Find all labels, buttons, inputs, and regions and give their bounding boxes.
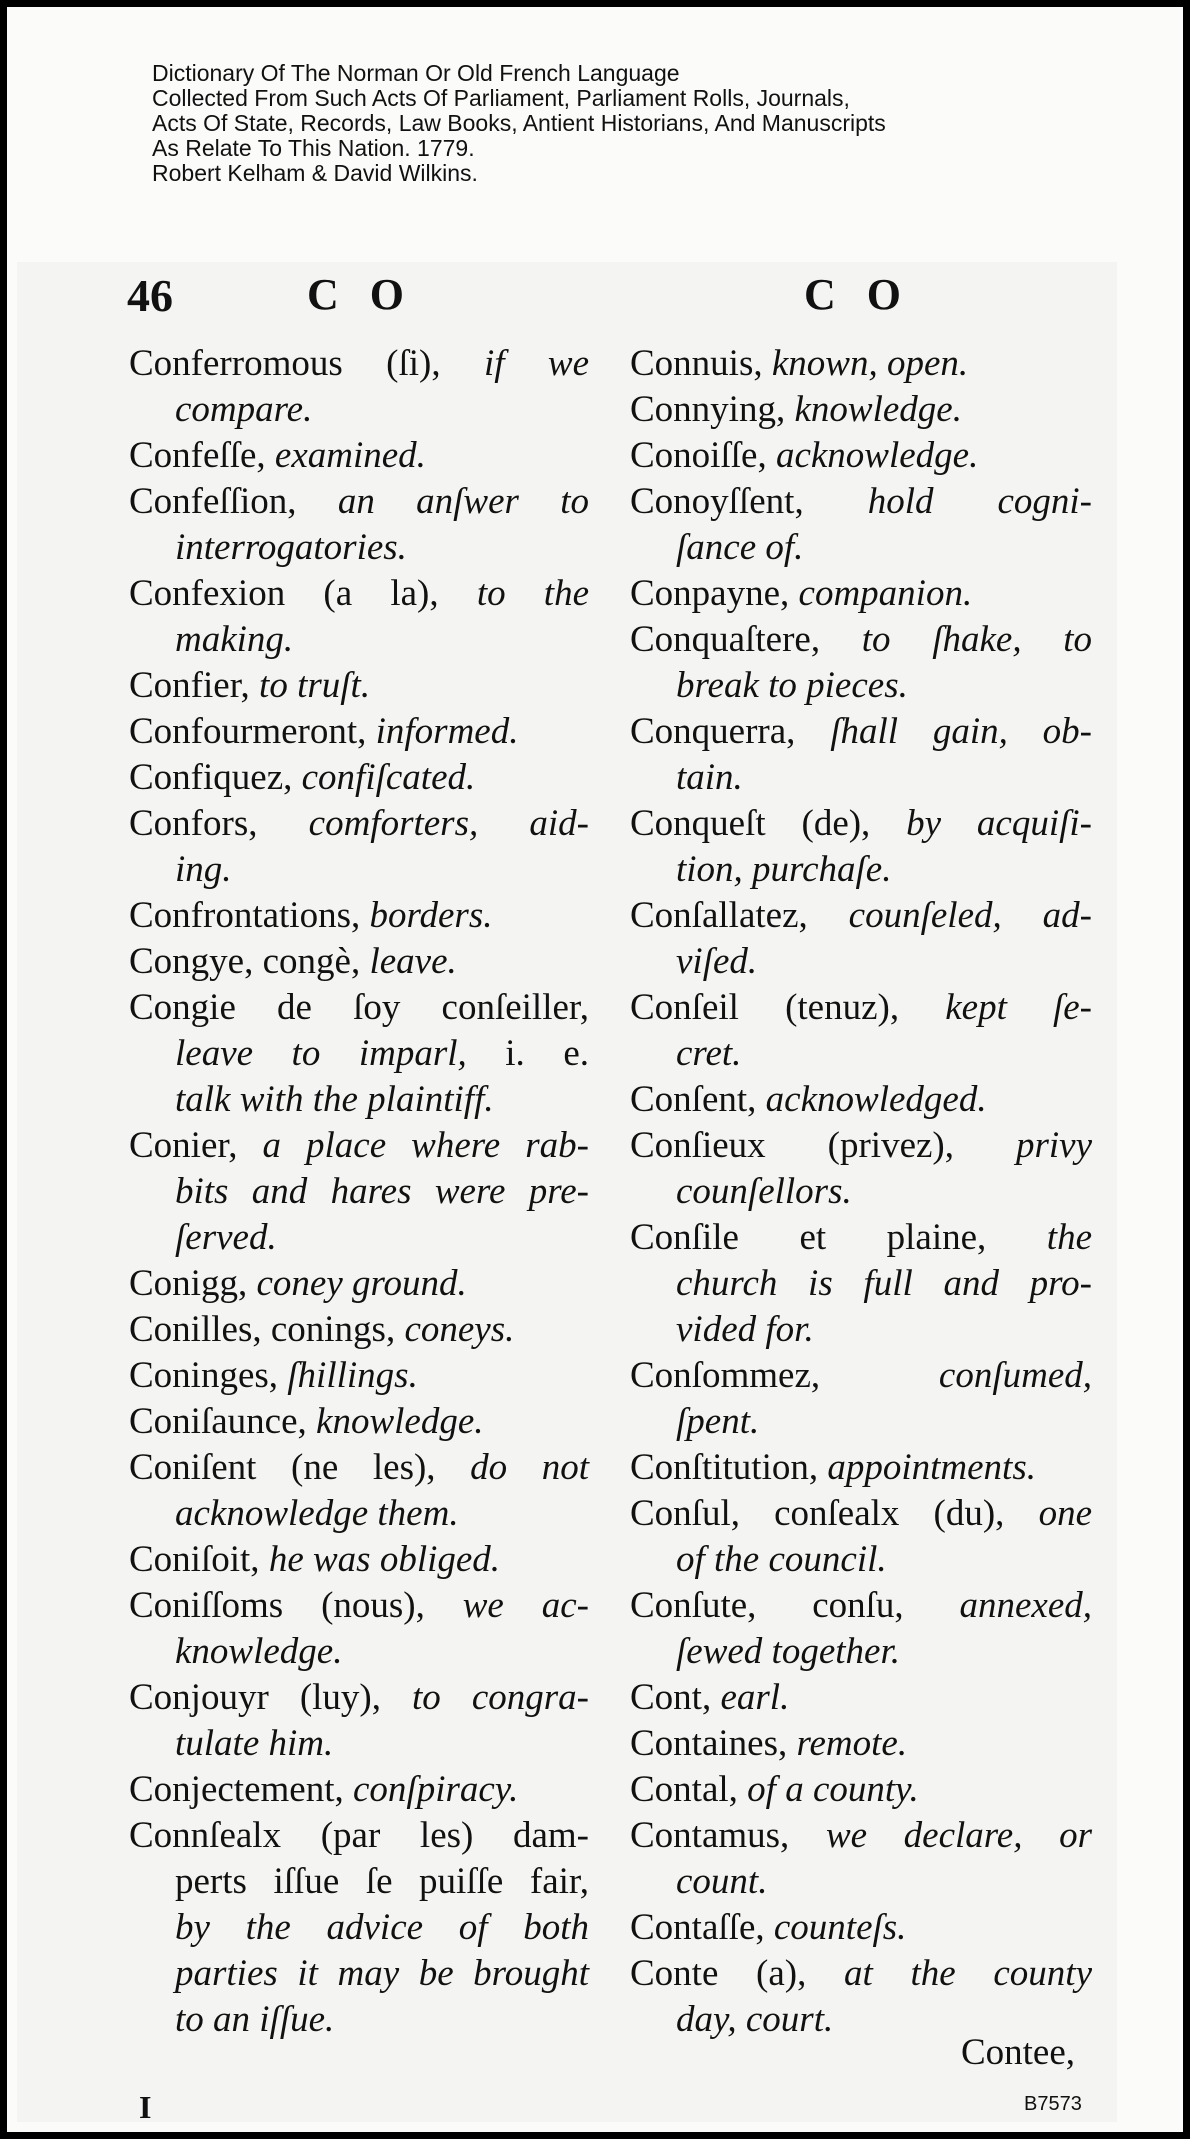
dictionary-entry-line	[630, 1215, 1092, 1261]
entry-definition: he was obliged.	[268, 1539, 501, 1580]
entry-headword: Conigg,	[129, 1263, 257, 1304]
entry-headword: Coniſoit,	[129, 1539, 269, 1580]
dictionary-entry-line	[129, 1675, 589, 1721]
dictionary-entry-line	[630, 1123, 1092, 1169]
entry-definition: do not	[470, 1447, 590, 1488]
dictionary-entry-line	[129, 985, 589, 1031]
entry-definition: comforters, aid-	[308, 803, 589, 844]
entry-headword: Confourmeront,	[129, 711, 376, 752]
entry-continuation-line	[129, 387, 589, 433]
dictionary-entry-line	[630, 387, 1092, 433]
dictionary-entry-line	[630, 1675, 1092, 1721]
dictionary-entry-line	[630, 341, 1092, 387]
entry-headword: Conqueſt (de),	[630, 803, 907, 844]
entry-headword: Conilles, conings,	[129, 1309, 405, 1350]
entry-headword: Conte (a),	[630, 1953, 845, 1994]
entry-definition: to congra-	[412, 1677, 589, 1718]
entry-definition: coney ground.	[256, 1263, 467, 1304]
dictionary-entry-line	[129, 709, 589, 755]
entry-headword: perts iſſue ſe puiſſe fair,	[175, 1861, 589, 1902]
entry-definition: a place where rab-	[262, 1125, 589, 1166]
entry-definition: acknowledged.	[765, 1079, 987, 1120]
entry-definition: an anſwer to	[337, 481, 590, 522]
entry-headword: Connſealx (par les) dam-	[129, 1815, 589, 1856]
entry-definition: ſpent.	[676, 1401, 760, 1442]
entry-continuation-line	[129, 1031, 589, 1077]
entry-continuation-line	[630, 525, 1092, 571]
entry-continuation-line	[129, 1951, 589, 1997]
entry-continuation-line	[630, 1261, 1092, 1307]
right-column-entries	[630, 341, 1092, 2043]
entry-definition: counſellors.	[676, 1171, 852, 1212]
entry-headword: Conſeil (tenuz),	[630, 987, 946, 1028]
header-line: Collected From Such Acts Of Parliament, Parliament Rolls, Journals,	[152, 85, 850, 111]
entry-definition: viſed.	[676, 941, 758, 982]
dictionary-entry-line	[129, 1123, 589, 1169]
entry-definition: bits and hares were pre-	[175, 1171, 589, 1212]
entry-headword: Conpayne,	[630, 573, 799, 614]
dictionary-entry-line	[630, 1813, 1092, 1859]
entry-definition: we ac-	[462, 1585, 589, 1626]
dictionary-entry-line	[630, 1721, 1092, 1767]
entry-headword: Contaſſe,	[630, 1907, 774, 1948]
entry-definition: acknowledge.	[775, 435, 979, 476]
entry-headword: Confeſſe,	[129, 435, 275, 476]
entry-headword: Congie de ſoy conſeiller,	[129, 987, 589, 1028]
dictionary-entry-line	[129, 341, 589, 387]
entry-definition: counſeled, ad-	[848, 895, 1092, 936]
entry-definition: knowledge.	[316, 1401, 484, 1442]
entry-definition: known, open.	[771, 343, 969, 384]
entry-headword: Confrontations,	[129, 895, 370, 936]
catalog-code: B7573	[1024, 2093, 1082, 2115]
signature-mark: I	[139, 2089, 152, 2125]
entry-definition: ſewed together.	[676, 1631, 901, 1672]
entry-definition: interrogatories.	[175, 527, 407, 568]
dictionary-entry-line	[630, 617, 1092, 663]
entry-continuation-line	[129, 1997, 589, 2043]
header-line: Robert Kelham & David Wilkins.	[152, 160, 478, 186]
dictionary-entry-line	[129, 1767, 589, 1813]
entry-definition: tulate him.	[175, 1723, 334, 1764]
entry-definition: companion.	[798, 573, 973, 614]
entry-definition: one	[1038, 1493, 1092, 1534]
entry-definition: ſance of.	[676, 527, 804, 568]
entry-definition: to an iſſue.	[175, 1999, 335, 2040]
entry-headword: Connuis,	[630, 343, 772, 384]
entry-definition: ſhillings.	[287, 1355, 418, 1396]
entry-continuation-line	[630, 939, 1092, 985]
dictionary-entry-line	[129, 893, 589, 939]
running-head-right: C O	[804, 270, 911, 319]
entry-definition: counteſs.	[773, 1907, 907, 1948]
dictionary-entry-line	[630, 1583, 1092, 1629]
entry-definition: making.	[175, 619, 294, 660]
dictionary-entry-line	[630, 479, 1092, 525]
entry-continuation-line	[630, 1031, 1092, 1077]
entry-headword: Conſallatez,	[630, 895, 849, 936]
entry-definition: appointments.	[827, 1447, 1036, 1488]
entry-definition: annexed,	[959, 1585, 1092, 1626]
dictionary-entry-line	[129, 755, 589, 801]
entry-definition: leave to imparl,	[175, 1033, 506, 1074]
entry-definition: privy	[1015, 1125, 1092, 1166]
entry-headword: Conſieux (privez),	[630, 1125, 1016, 1166]
dictionary-entry-line	[630, 433, 1092, 479]
entry-definition: compare.	[175, 389, 313, 430]
entry-headword: Containes,	[630, 1723, 797, 1764]
dictionary-entry-line	[630, 1905, 1092, 1951]
entry-headword: Conſile et plaine,	[630, 1217, 1047, 1258]
header-line: Dictionary Of The Norman Or Old French Language	[152, 60, 680, 86]
entry-headword: Conquaſtere,	[630, 619, 862, 660]
dictionary-entry-line	[630, 893, 1092, 939]
entry-continuation-line	[129, 1859, 589, 1905]
header-line: Acts Of State, Records, Law Books, Antient Historians, And Manuscripts	[152, 110, 886, 136]
entry-definition: acknowledge them.	[175, 1493, 459, 1534]
entry-headword: Conferromous (ſi),	[129, 343, 484, 384]
entry-headword: Coniſent (ne les),	[129, 1447, 471, 1488]
entry-definition: count.	[676, 1861, 768, 1902]
entry-definition: talk with the plaintiff.	[175, 1079, 494, 1120]
dictionary-entry-line	[630, 985, 1092, 1031]
entry-definition: to the	[476, 573, 589, 614]
entry-definition: cret.	[676, 1033, 742, 1074]
entry-definition: hold cogni-	[867, 481, 1092, 522]
entry-headword: Conſent,	[630, 1079, 766, 1120]
dictionary-entry-line	[129, 801, 589, 847]
dictionary-entry-line	[630, 571, 1092, 617]
entry-headword: Confeſſion,	[129, 481, 338, 522]
entry-definition: day, court.	[676, 1999, 834, 2040]
entry-headword: Conoyſſent,	[630, 481, 868, 522]
dictionary-entry-line	[630, 801, 1092, 847]
entry-definition: knowledge.	[794, 389, 962, 430]
entry-headword: Contal,	[630, 1769, 748, 1810]
entry-headword: Conſtitution,	[630, 1447, 828, 1488]
entry-headword: Conjouyr (luy),	[129, 1677, 413, 1718]
running-head-left: C O	[307, 270, 414, 319]
entry-definition: to truſt.	[259, 665, 371, 706]
dictionary-entry-line	[129, 433, 589, 479]
dictionary-entry-line	[630, 1491, 1092, 1537]
entry-headword: Confors,	[129, 803, 309, 844]
left-column-entries	[129, 341, 589, 2043]
entry-definition: kept ſe-	[945, 987, 1092, 1028]
entry-headword: Conſommez,	[630, 1355, 939, 1396]
entry-definition: conſpiracy.	[353, 1769, 519, 1810]
entry-continuation-line	[129, 525, 589, 571]
entry-definition: remote.	[796, 1723, 908, 1764]
page-number: 46	[127, 270, 173, 321]
entry-continuation-line	[630, 1399, 1092, 1445]
entry-headword: Connying,	[630, 389, 795, 430]
entry-headword: Confier,	[129, 665, 260, 706]
entry-definition: knowledge.	[175, 1631, 343, 1672]
entry-continuation-line	[129, 1905, 589, 1951]
entry-continuation-line	[630, 755, 1092, 801]
entry-continuation-line	[129, 1077, 589, 1123]
entry-continuation-line	[129, 1491, 589, 1537]
book-title-header	[152, 61, 886, 186]
entry-headword: Conoiſſe,	[630, 435, 776, 476]
entry-headword: Coninges,	[129, 1355, 288, 1396]
dictionary-entry-line	[129, 663, 589, 709]
entry-definition: ing.	[175, 849, 232, 890]
entry-continuation-line	[129, 1721, 589, 1767]
entry-definition: vided for.	[676, 1309, 814, 1350]
entry-definition: the	[1046, 1217, 1092, 1258]
entry-headword: Contamus,	[630, 1815, 826, 1856]
entry-continuation-line	[630, 1169, 1092, 1215]
dictionary-entry-line	[630, 1077, 1092, 1123]
dictionary-entry-line	[129, 1353, 589, 1399]
entry-definition: by acquiſi-	[906, 803, 1092, 844]
entry-continuation-line	[630, 663, 1092, 709]
dictionary-entry-line	[129, 1399, 589, 1445]
dictionary-entry-line	[129, 1307, 589, 1353]
entry-definition: ſerved.	[175, 1217, 277, 1258]
entry-definition: if we	[483, 343, 589, 384]
entry-continuation-line	[129, 847, 589, 893]
entry-continuation-line	[630, 1307, 1092, 1353]
dictionary-entry-line	[129, 479, 589, 525]
entry-continuation-line	[129, 1169, 589, 1215]
entry-continuation-line	[129, 617, 589, 663]
entry-headword: Congye, congè,	[129, 941, 370, 982]
entry-definition: borders.	[369, 895, 493, 936]
dictionary-entry-line	[630, 709, 1092, 755]
entry-continuation-line	[630, 1859, 1092, 1905]
entry-headword: Conier,	[129, 1125, 263, 1166]
entry-definition: coneys.	[404, 1309, 515, 1350]
catchword: Contee,	[960, 2032, 1075, 2073]
dictionary-entry-line	[129, 1537, 589, 1583]
dictionary-entry-line	[129, 571, 589, 617]
dictionary-entry-line	[129, 1445, 589, 1491]
dictionary-entry-line	[129, 1583, 589, 1629]
entry-headword: Confexion (a la),	[129, 573, 477, 614]
entry-headword: Coniſſoms (nous),	[129, 1585, 463, 1626]
entry-definition: to ſhake, to	[861, 619, 1093, 660]
dictionary-entry-line	[630, 1445, 1092, 1491]
entry-definition: of the council.	[676, 1539, 887, 1580]
dictionary-entry-line	[630, 1353, 1092, 1399]
dictionary-entry-line	[129, 1813, 589, 1859]
header-line: As Relate To This Nation. 1779.	[152, 135, 475, 161]
dictionary-entry-line	[129, 939, 589, 985]
dictionary-entry-line	[129, 1261, 589, 1307]
entry-headword: Conſul, conſealx (du),	[630, 1493, 1039, 1534]
entry-definition: break to pieces.	[676, 665, 908, 706]
entry-definition: ſhall gain, ob-	[830, 711, 1092, 752]
entry-definition: informed.	[375, 711, 519, 752]
entry-headword: Cont,	[630, 1677, 721, 1718]
entry-definition: parties it may be brought	[175, 1953, 589, 1994]
entry-continuation-line	[630, 847, 1092, 893]
entry-headword: Conſute, conſu,	[630, 1585, 960, 1626]
entry-definition: leave.	[369, 941, 457, 982]
entry-continuation-line	[630, 1629, 1092, 1675]
entry-definition: earl.	[720, 1677, 790, 1718]
entry-headword: Conjectement,	[129, 1769, 353, 1810]
entry-definition: of a county.	[747, 1769, 919, 1810]
entry-headword: Coniſaunce,	[129, 1401, 317, 1442]
entry-definition: by the advice of both	[175, 1907, 589, 1948]
entry-headword: Confiquez,	[129, 757, 302, 798]
entry-headword: i. e.	[505, 1033, 589, 1074]
entry-headword: Conquerra,	[630, 711, 831, 752]
entry-definition: at the county	[844, 1953, 1092, 1994]
dictionary-entry-line	[630, 1767, 1092, 1813]
entry-definition: tion, purchaſe.	[676, 849, 892, 890]
entry-definition: we declare, or	[825, 1815, 1092, 1856]
entry-definition: tain.	[676, 757, 743, 798]
entry-continuation-line	[129, 1629, 589, 1675]
entry-definition: church is full and pro-	[676, 1263, 1092, 1304]
entry-continuation-line	[630, 1537, 1092, 1583]
entry-definition: examined.	[274, 435, 426, 476]
entry-definition: confiſcated.	[301, 757, 476, 798]
dictionary-entry-line	[630, 1951, 1092, 1997]
entry-definition: conſumed,	[938, 1355, 1092, 1396]
entry-continuation-line	[129, 1215, 589, 1261]
